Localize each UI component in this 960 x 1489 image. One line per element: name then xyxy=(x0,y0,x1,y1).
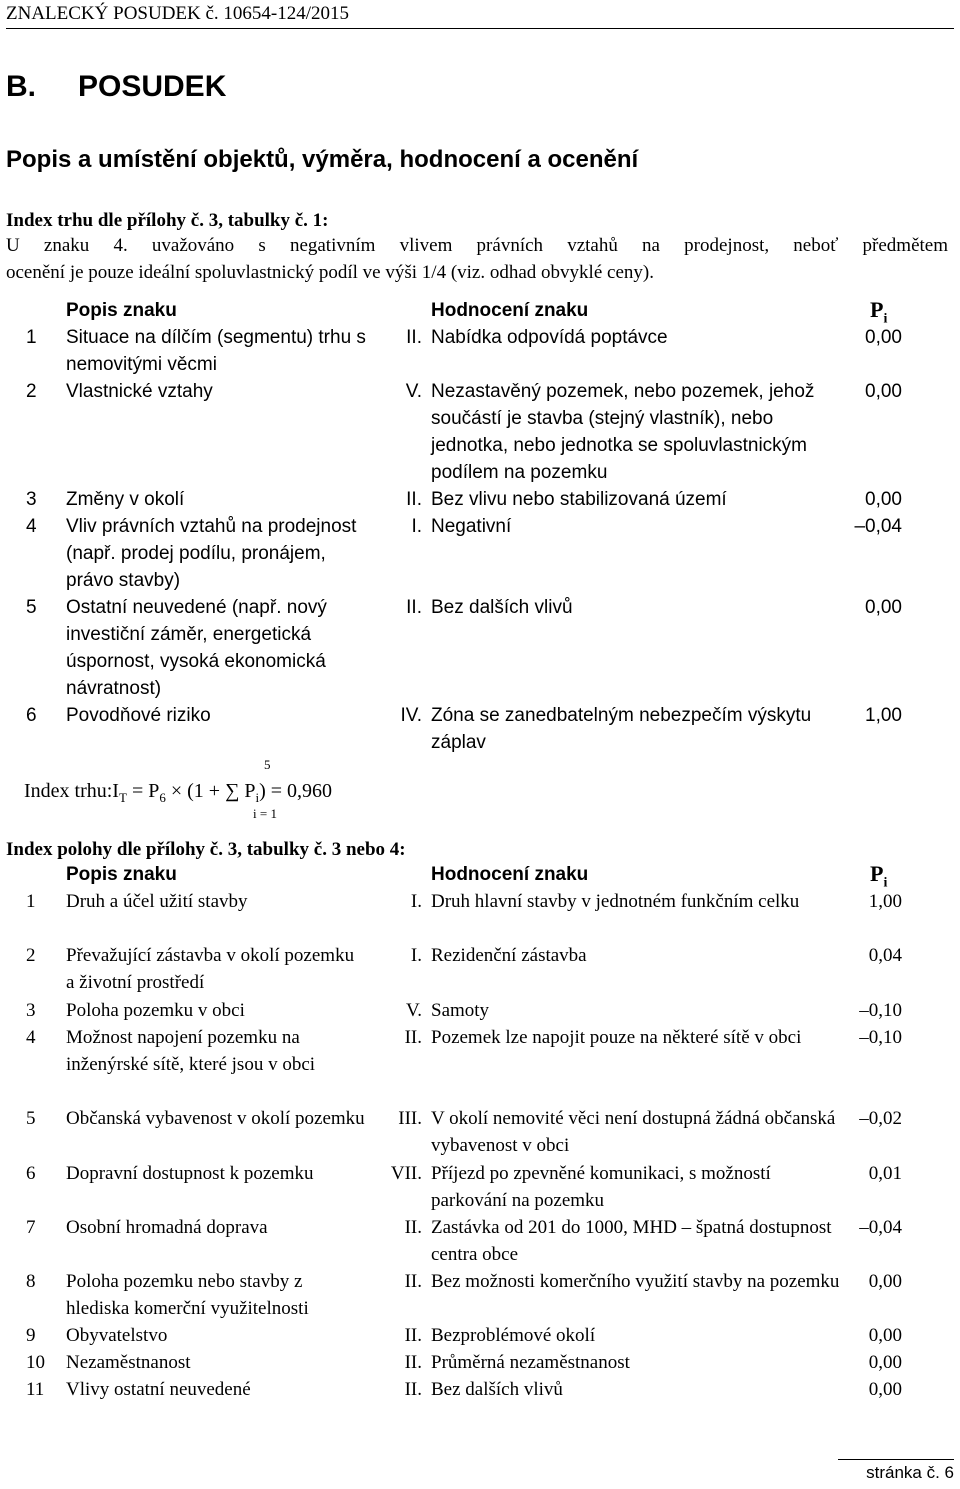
row-grade: II. xyxy=(404,1379,422,1400)
row-description: Vlivy ostatní neuvedené xyxy=(66,1379,251,1400)
row-grade: I. xyxy=(411,516,422,537)
market-col-hodnoceni: Hodnocení znaku xyxy=(431,300,589,321)
row-description: Změny v okolí xyxy=(66,489,185,510)
row-description: Osobní hromadná doprava xyxy=(66,1217,268,1238)
row-value: 0,00 xyxy=(865,381,902,402)
row-number: 8 xyxy=(26,1271,36,1292)
row-grade: IV. xyxy=(400,705,422,726)
row-value: –0,02 xyxy=(859,1108,902,1129)
row-evaluation: Bez vlivu nebo stabilizovaná území xyxy=(431,489,727,510)
row-evaluation: Bez dalších vlivů xyxy=(431,597,573,618)
row-number: 10 xyxy=(26,1352,45,1373)
subtitle: Popis a umístění objektů, výměra, hodnocení a ocenění xyxy=(6,146,639,173)
row-evaluation: Nabídka odpovídá poptávce xyxy=(431,327,668,348)
row-value: –0,04 xyxy=(854,516,902,537)
market-index-formula: Index $trhu:I_T = P_6 \times (1$ + ∑ $P_i) = 0,960$ xyxy=(24,780,333,805)
row-value: –0,10 xyxy=(859,1000,902,1021)
row-grade: II. xyxy=(404,1325,422,1346)
row-value: 0,00 xyxy=(865,489,902,510)
row-number: 6 xyxy=(26,1163,36,1184)
row-description: Ostatní neuvedené (např. nový investiční záměr, energetická úspornost, vysoká ekonomická návratnost) xyxy=(66,597,327,699)
row-description: Vliv právních vztahů na prodejnost (např. prodej podílu, pronájem, právo stavby) xyxy=(66,516,357,591)
row-value: 1,00 xyxy=(868,891,902,912)
row-value: 0,01 xyxy=(868,1163,902,1184)
row-evaluation: Bezproblémové okolí xyxy=(431,1325,596,1346)
row-description: Dopravní dostupnost k pozemku xyxy=(66,1163,314,1184)
market-note-line2: ocenění je pouze ideální spoluvlastnický podíl ve výši 1/4 (viz. odhad obvyklé ceny). xyxy=(6,262,654,283)
market-col-p: $P_i$ xyxy=(870,297,888,327)
row-description: Povodňové riziko xyxy=(66,705,211,726)
row-value: 0,04 xyxy=(868,945,902,966)
row-number: 1 xyxy=(26,891,36,912)
row-evaluation: Negativní xyxy=(431,516,512,537)
row-evaluation: V okolí nemovité věci není dostupná žádná občanská vybavenost v obci xyxy=(431,1108,836,1156)
row-grade: II. xyxy=(406,597,422,618)
row-value: –0,10 xyxy=(859,1027,902,1048)
position-col-popis: Popis znaku xyxy=(66,864,177,885)
row-description: Vlastnické vztahy xyxy=(66,381,213,402)
row-number: 5 xyxy=(26,597,37,618)
row-grade: II. xyxy=(404,1027,422,1048)
row-evaluation: Nezastavěný pozemek, nebo pozemek, jehož součástí je stavba (stejný vlastník), nebo jednotka, nebo jednotka se spoluvlastnickým podílem na pozemku xyxy=(431,381,815,483)
row-evaluation: Příjezd po zpevněné komunikaci, s možností parkování na pozemku xyxy=(431,1163,771,1211)
document-header: ZNALECKÝ POSUDEK č. 10654-124/2015 xyxy=(6,3,350,24)
row-description: Poloha pozemku v obci xyxy=(66,1000,245,1021)
sum-upper-limit: 5 xyxy=(264,757,271,772)
row-grade: VII. xyxy=(390,1163,422,1184)
row-grade: II. xyxy=(404,1352,422,1373)
row-grade: III. xyxy=(398,1108,422,1129)
row-grade: II. xyxy=(406,327,422,348)
header-divider xyxy=(6,28,954,29)
row-description: Obyvatelstvo xyxy=(66,1325,168,1346)
row-number: 2 xyxy=(26,945,36,966)
position-col-p: $P_i$ xyxy=(870,861,888,891)
row-value: 0,00 xyxy=(868,1379,902,1400)
row-evaluation: Průměrná nezaměstnanost xyxy=(431,1352,630,1373)
row-evaluation: Zastávka od 201 do 1000, MHD – špatná dostupnost centra obce xyxy=(431,1217,832,1265)
row-grade: I. xyxy=(410,945,422,966)
row-value: 0,00 xyxy=(865,597,902,618)
row-grade: V. xyxy=(405,381,422,402)
market-index-heading: Index trhu dle přílohy č. 3, tabulky č. 1: xyxy=(6,210,329,231)
position-index-heading: Index polohy dle přílohy č. 3, tabulky č. 3 nebo 4: xyxy=(6,839,406,860)
page-number: stránka č. 6 xyxy=(866,1463,954,1482)
row-grade: V. xyxy=(405,1000,422,1021)
row-evaluation: Zóna se zanedbatelným nebezpečím výskytu záplav xyxy=(431,705,812,753)
row-value: 0,00 xyxy=(868,1325,902,1346)
row-number: 11 xyxy=(26,1379,45,1400)
row-value: 0,00 xyxy=(865,327,902,348)
row-description: Situace na dílčím (segmentu) trhu s nemovitými věcmi xyxy=(66,327,366,375)
row-evaluation: Samoty xyxy=(431,1000,490,1021)
row-evaluation: Bez možnosti komerčního využití stavby na pozemku xyxy=(431,1271,840,1292)
row-number: 3 xyxy=(26,1000,36,1021)
row-value: 0,00 xyxy=(868,1352,902,1373)
row-number: 4 xyxy=(26,516,37,537)
row-description: Převažující zástavba v okolí pozemku a životní prostředí xyxy=(66,945,355,993)
section-letter: B. xyxy=(6,70,36,103)
row-number: 3 xyxy=(26,489,37,510)
row-grade: II. xyxy=(404,1271,422,1292)
row-description: Nezaměstnanost xyxy=(66,1352,191,1373)
row-evaluation: Pozemek lze napojit pouze na některé sítě v obci xyxy=(431,1027,802,1048)
row-number: 7 xyxy=(26,1217,36,1238)
section-title: POSUDEK xyxy=(78,70,227,103)
row-grade: II. xyxy=(406,489,422,510)
section-heading xyxy=(6,70,226,104)
row-description: Možnost napojení pozemku na inženýrské sítě, které jsou v obci xyxy=(66,1027,316,1075)
row-evaluation: Druh hlavní stavby v jednotném funkčním celku xyxy=(431,891,800,912)
row-evaluation: Rezidenční zástavba xyxy=(431,945,587,966)
row-value: 1,00 xyxy=(865,705,902,726)
row-value: 0,00 xyxy=(868,1271,902,1292)
row-description: Občanská vybavenost v okolí pozemku xyxy=(66,1108,365,1129)
market-col-popis: Popis znaku xyxy=(66,300,177,321)
footer-divider xyxy=(838,1459,954,1460)
row-grade: II. xyxy=(404,1217,422,1238)
row-number: 6 xyxy=(26,705,37,726)
row-number: 5 xyxy=(26,1108,36,1129)
row-value: –0,04 xyxy=(859,1217,902,1238)
row-number: 9 xyxy=(26,1325,36,1346)
row-description: Poloha pozemku nebo stavby z hlediska komerční využitelnosti xyxy=(66,1271,309,1319)
row-description: Druh a účel užití stavby xyxy=(66,891,248,912)
position-col-hodnoceni: Hodnocení znaku xyxy=(431,864,589,885)
row-number: 2 xyxy=(26,381,37,402)
market-note-line1: U znaku 4. uvažováno s negativním vlivem právních vztahů na prodejnost, neboť předmětem xyxy=(6,235,948,256)
row-evaluation: Bez dalších vlivů xyxy=(431,1379,563,1400)
row-number: 1 xyxy=(26,327,37,348)
row-number: 4 xyxy=(26,1027,36,1048)
sum-lower-limit: i = 1 xyxy=(253,806,277,821)
row-grade: I. xyxy=(410,891,422,912)
